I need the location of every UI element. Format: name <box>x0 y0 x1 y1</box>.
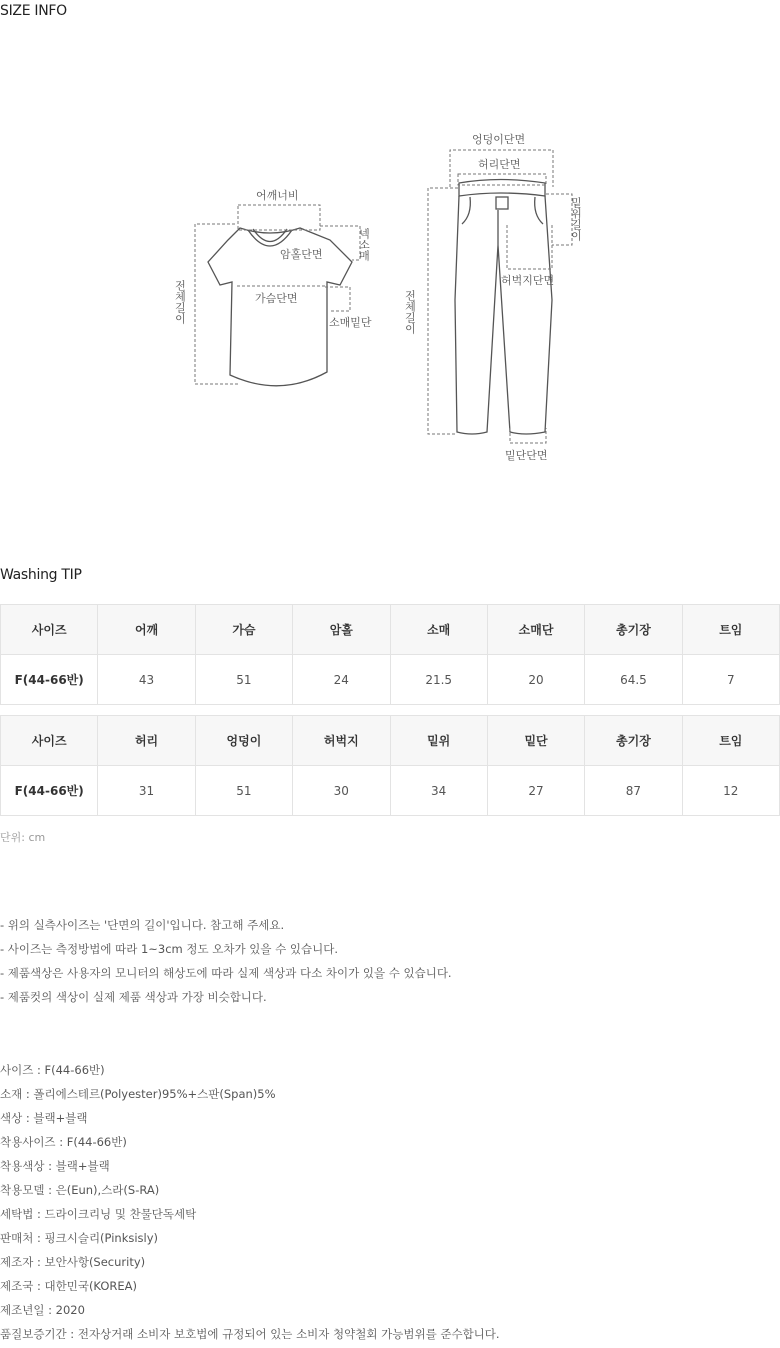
spec-item: 착용사이즈 : F(44-66반) <box>0 1135 127 1149</box>
top-size-table <box>0 604 780 705</box>
spec-item: 판매처 : 핑크시슬리(Pinksisly) <box>0 1231 159 1245</box>
label-sleeve-hem: 소매밑단 <box>329 316 372 329</box>
header-cell: 총기장 <box>585 716 682 766</box>
label-chest: 가슴단면 <box>255 292 298 305</box>
table-cell: 34 <box>390 766 487 816</box>
table-cell: 31 <box>98 766 195 816</box>
header-cell: 소매 <box>390 605 487 655</box>
size-info-heading: SIZE INFO <box>0 3 67 19</box>
table-cell: 24 <box>293 655 390 705</box>
note-item: - 사이즈는 측정방법에 따라 1~3cm 정도 오차가 있을 수 있습니다. <box>0 942 339 956</box>
table-header-row <box>1 716 780 766</box>
label-armhole: 암홀단면 <box>280 248 323 261</box>
spec-item: 소재 : 폴리에스테르(Polyester)95%+스판(Span)5% <box>0 1087 276 1101</box>
table-cell: 43 <box>98 655 195 705</box>
header-cell: 가슴 <box>195 605 292 655</box>
pants-illustration <box>455 180 555 435</box>
table-cell: 20 <box>487 655 584 705</box>
table-row <box>1 655 780 705</box>
table-cell: 51 <box>195 766 292 816</box>
note-item: - 위의 실측사이즈는 '단면의 길이'입니다. 참고해 주세요. <box>0 918 285 932</box>
table-cell: 87 <box>585 766 682 816</box>
product-spec-list <box>0 1058 500 1346</box>
unit-label: 단위: cm <box>0 831 46 844</box>
table-cell: 30 <box>293 766 390 816</box>
header-cell: 허리 <box>98 716 195 766</box>
notes-list <box>0 913 452 1009</box>
note-item: - 제품컷의 색상이 실제 제품 색상과 가장 비슷합니다. <box>0 990 267 1004</box>
table-cell: 12 <box>682 766 779 816</box>
table-cell: 64.5 <box>585 655 682 705</box>
table-cell: 21.5 <box>390 655 487 705</box>
header-cell: 허벅지 <box>293 716 390 766</box>
size-diagram <box>0 0 780 520</box>
label-waist: 허리단면 <box>478 158 521 171</box>
label-pants-total-length: 전체길이 <box>403 290 417 334</box>
bottom-size-table <box>0 715 780 816</box>
header-cell: 소매단 <box>487 605 584 655</box>
header-cell: 밑단 <box>487 716 584 766</box>
spec-item: 제조년일 : 2020 <box>0 1303 85 1317</box>
spec-item: 제조자 : 보안사항(Security) <box>0 1255 146 1269</box>
table-row <box>1 766 780 816</box>
label-neck-sleeve: 넥소매 <box>357 228 371 261</box>
header-cell: 어깨 <box>98 605 195 655</box>
spec-item: 제조국 : 대한민국(KOREA) <box>0 1279 138 1293</box>
label-shoulder: 어깨너비 <box>256 189 299 202</box>
table-cell: F(44-66반) <box>1 655 98 705</box>
header-cell: 트임 <box>682 716 779 766</box>
spec-item: 품질보증기간 : 전자상거래 소비자 보호법에 규정되어 있는 소비자 청약철회 가능범위를 준수합니다. <box>0 1327 500 1341</box>
header-cell: 사이즈 <box>1 605 98 655</box>
spec-item: 착용색상 : 블랙+블랙 <box>0 1159 110 1173</box>
label-rise: 밑위길이 <box>569 197 583 241</box>
header-cell: 총기장 <box>585 605 682 655</box>
table-cell: 27 <box>487 766 584 816</box>
pants-measure-lines <box>428 150 572 443</box>
note-item: - 제품색상은 사용자의 모니터의 해상도에 따라 실제 색상과 다소 차이가 있을 수 있습니다. <box>0 966 452 980</box>
table-cell: F(44-66반) <box>1 766 98 816</box>
header-cell: 암홀 <box>293 605 390 655</box>
header-cell: 트임 <box>682 605 779 655</box>
spec-item: 세탁법 : 드라이크리닝 및 찬물단독세탁 <box>0 1207 197 1221</box>
table-cell: 51 <box>195 655 292 705</box>
label-top-total-length: 전체길이 <box>173 280 187 324</box>
header-cell: 사이즈 <box>1 716 98 766</box>
header-cell: 밑위 <box>390 716 487 766</box>
label-hip: 엉덩이단면 <box>472 133 526 146</box>
washing-tip-heading: Washing TIP <box>0 567 82 583</box>
spec-item: 색상 : 블랙+블랙 <box>0 1111 88 1125</box>
table-cell: 7 <box>682 655 779 705</box>
label-hem: 밑단단면 <box>505 449 548 462</box>
table-header-row <box>1 605 780 655</box>
spec-item: 사이즈 : F(44-66반) <box>0 1063 105 1077</box>
label-thigh: 허벅지단면 <box>501 274 555 287</box>
spec-item: 착용모델 : 은(Eun),스라(S-RA) <box>0 1183 160 1197</box>
header-cell: 엉덩이 <box>195 716 292 766</box>
